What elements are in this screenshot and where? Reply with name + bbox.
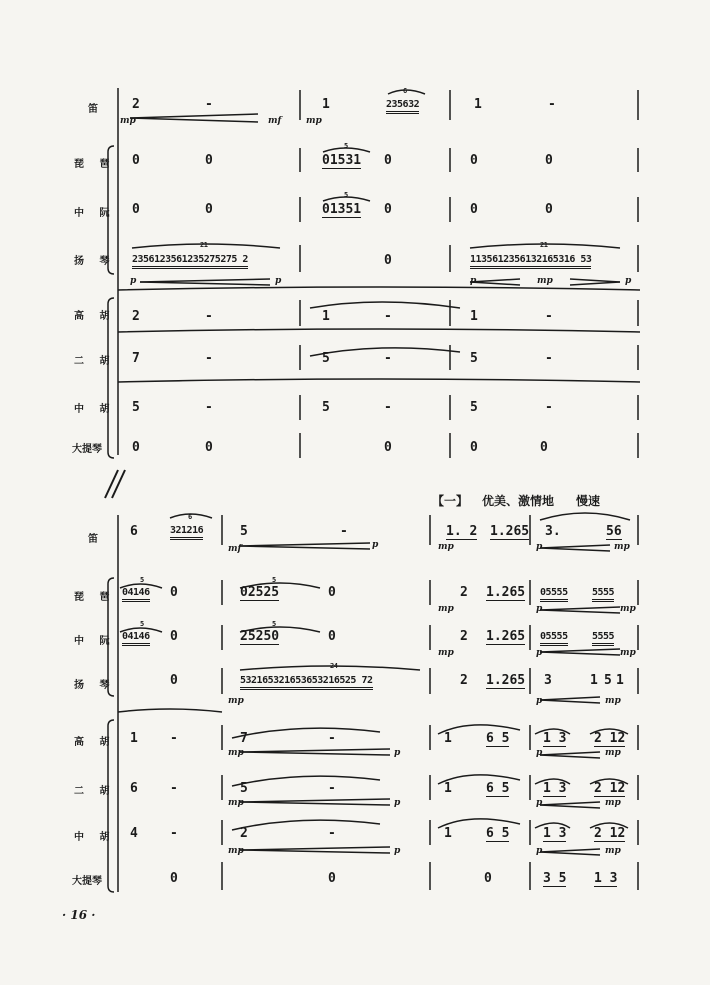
instrument-label-yangqin: 扬 琴: [74, 256, 116, 267]
rest-dash: -: [170, 781, 178, 796]
instrument-label-datiqin: 大提琴: [72, 444, 102, 455]
rest-dash: -: [545, 400, 553, 415]
instrument-label-datiqin: 大提琴: [72, 876, 102, 887]
dynamic-p: p: [536, 696, 543, 706]
note: 2: [460, 629, 468, 644]
rest: 0: [470, 202, 478, 217]
rest-dash: -: [548, 97, 556, 112]
dynamic-mp: mp: [120, 116, 136, 126]
dynamic-p: p: [536, 542, 543, 552]
dynamic-p: p: [536, 846, 543, 856]
rest-dash: -: [170, 826, 178, 841]
rest: 0: [384, 202, 392, 217]
note: 1: [444, 826, 452, 841]
note-group: 6 5: [486, 781, 510, 796]
dynamic-mp: mp: [605, 798, 621, 808]
tuplet-number: 5: [344, 191, 348, 199]
dynamic-mp: mp: [605, 748, 621, 758]
rest: 0: [545, 202, 553, 217]
instrument-label-gaohu: 高 胡: [74, 737, 116, 748]
rest-dash: -: [328, 781, 336, 796]
instrument-label-erhu: 二 胡: [74, 786, 116, 797]
dynamic-mp: mp: [605, 846, 621, 856]
rest: 0: [205, 153, 213, 168]
dynamic-p: p: [536, 648, 543, 658]
instrument-label-erhu: 二 胡: [74, 356, 116, 367]
note: 5: [322, 400, 330, 415]
rest: 0: [545, 153, 553, 168]
note-group: 56: [606, 524, 622, 539]
dynamic-p: p: [394, 846, 401, 856]
dynamic-p: p: [394, 798, 401, 808]
dynamic-mp: mp: [228, 846, 244, 856]
note-group: 1.265: [490, 524, 530, 539]
tuplet-number: 21: [200, 241, 208, 249]
instrument-label-gaohu: 高 胡: [74, 311, 116, 322]
section-marker: 【一】: [432, 494, 469, 508]
dynamic-p: p: [536, 748, 543, 758]
note-group: 1 3: [543, 731, 567, 746]
note: 1: [474, 97, 482, 112]
rest: 0: [540, 440, 548, 455]
rest: 0: [205, 202, 213, 217]
instrument-label-zhonghu: 中 胡: [74, 832, 116, 843]
rest: 0: [170, 629, 178, 644]
rest: 0: [328, 585, 336, 600]
rest: 0: [384, 253, 392, 268]
note: 5: [240, 524, 248, 539]
note-group: 2 12: [594, 826, 626, 841]
dynamic-p: p: [536, 604, 543, 614]
tuplet-number: 6: [188, 513, 192, 521]
note-group: 01351: [322, 202, 362, 217]
tuplet-number: 5: [344, 142, 348, 150]
note-group: 02525: [240, 585, 280, 600]
dynamic-p: p: [625, 276, 632, 286]
rest: 0: [384, 440, 392, 455]
instrument-label-di: 笛: [88, 104, 104, 115]
note: 6: [130, 524, 138, 539]
instrument-label-zhonghu: 中 胡: [74, 404, 116, 415]
tuplet-number: 5: [272, 620, 276, 628]
dynamic-p: p: [275, 276, 282, 286]
note-group: 5555: [592, 632, 614, 646]
rest-dash: -: [205, 351, 213, 366]
note: 2: [460, 585, 468, 600]
page-number: · 16 ·: [62, 908, 96, 922]
rest-dash: -: [384, 400, 392, 415]
note: 5: [470, 351, 478, 366]
note-group: 3 5: [543, 871, 567, 886]
note-group: 1 3: [543, 781, 567, 796]
dynamic-mp: mp: [537, 276, 553, 286]
rest: 0: [328, 629, 336, 644]
note-group: 532165321653653216525 72: [240, 676, 373, 690]
note: 2: [132, 97, 140, 112]
instrument-label-di: 笛: [88, 534, 104, 545]
instrument-label-zhongruan: 中 阮: [74, 208, 116, 219]
note: 5: [470, 400, 478, 415]
rest: 0: [384, 153, 392, 168]
dynamic-mp: mp: [605, 696, 621, 706]
note: 5: [132, 400, 140, 415]
note: 7: [132, 351, 140, 366]
tuplet-number: 5: [272, 576, 276, 584]
instrument-label-yangqin: 扬 琴: [74, 680, 116, 691]
dynamic-mp: mp: [228, 748, 244, 758]
note-group: 2356123561235275275 2: [132, 255, 248, 269]
expression-mark: 优美、激情地: [482, 494, 555, 508]
note-group: 01531: [322, 153, 362, 168]
rest: 0: [170, 871, 178, 886]
note: 3: [544, 673, 552, 688]
note-group: 6 5: [486, 826, 510, 841]
note: 2: [460, 673, 468, 688]
note: 1: [616, 673, 624, 688]
instrument-label-pipa: 琵 琶: [74, 159, 116, 170]
rest-dash: -: [328, 731, 336, 746]
rest-dash: -: [328, 826, 336, 841]
rest-dash: -: [340, 524, 348, 539]
note-group: 04146: [122, 632, 150, 646]
strings-bracket: [108, 298, 114, 458]
rest-dash: -: [545, 351, 553, 366]
note-group: 235632: [386, 100, 419, 114]
rest-dash: -: [205, 97, 213, 112]
dynamic-mp: mp: [438, 542, 454, 552]
dynamic-p: p: [536, 798, 543, 808]
tuplet-number: 5: [140, 576, 144, 584]
rest-dash: -: [545, 309, 553, 324]
note: 1: [444, 781, 452, 796]
note-group: 25250: [240, 629, 280, 644]
note: 1: [322, 309, 330, 324]
instrument-label-pipa: 琵 琶: [74, 592, 116, 603]
note: 1: [130, 731, 138, 746]
note-group: 1 3: [543, 826, 567, 841]
note: 6: [130, 781, 138, 796]
note: 1: [322, 97, 330, 112]
dynamic-p: p: [130, 276, 137, 286]
rest: 0: [132, 440, 140, 455]
dynamic-p: p: [372, 540, 379, 550]
note-group: 1. 2: [446, 524, 478, 539]
dynamic-mp: mp: [620, 648, 636, 658]
note-group: 321216: [170, 526, 203, 540]
tempo-mark: 慢速: [576, 494, 601, 508]
rest: 0: [470, 440, 478, 455]
note-group: 6 5: [486, 731, 510, 746]
rest: 0: [132, 202, 140, 217]
rest-dash: -: [205, 400, 213, 415]
note-group: 2 12: [594, 731, 626, 746]
rest-dash: -: [170, 731, 178, 746]
rest: 0: [132, 153, 140, 168]
dynamic-mp: mp: [614, 542, 630, 552]
note: 1: [444, 731, 452, 746]
note-group: 1.265: [486, 673, 526, 688]
note: 5: [322, 351, 330, 366]
note-group: 5555: [592, 588, 614, 602]
rest: 0: [170, 585, 178, 600]
note: 5: [240, 781, 248, 796]
note-group: 05555: [540, 632, 568, 646]
note: 2: [240, 826, 248, 841]
rest-dash: -: [384, 309, 392, 324]
rest: 0: [205, 440, 213, 455]
dynamic-mp: mp: [620, 604, 636, 614]
note: 3.: [545, 524, 561, 539]
dynamic-mp: mp: [306, 116, 322, 126]
tuplet-number: 6: [403, 87, 407, 95]
tuplet-number: 5: [140, 620, 144, 628]
dynamic-mp: mp: [438, 648, 454, 658]
instrument-label-zhongruan: 中 阮: [74, 636, 116, 647]
tuplet-number: 24: [330, 662, 338, 670]
note: 5: [604, 673, 612, 688]
note-group: 1.265: [486, 629, 526, 644]
dynamic-mp: mp: [228, 696, 244, 706]
dynamic-p: p: [470, 276, 477, 286]
rest-dash: -: [205, 309, 213, 324]
dynamic-mf: mf: [268, 116, 282, 126]
rest: 0: [328, 871, 336, 886]
note-group: 04146: [122, 588, 150, 602]
note: 2: [132, 309, 140, 324]
note-group: 1.265: [486, 585, 526, 600]
dynamic-mp: mp: [438, 604, 454, 614]
rest: 0: [470, 153, 478, 168]
note: 1: [590, 673, 598, 688]
dynamic-p: p: [394, 748, 401, 758]
note: 4: [130, 826, 138, 841]
rest: 0: [484, 871, 492, 886]
note: 1: [470, 309, 478, 324]
note-group: 1135612356132165316 53: [470, 255, 591, 269]
note-group: 05555: [540, 588, 568, 602]
rest: 0: [170, 673, 178, 688]
note-group: 2 12: [594, 781, 626, 796]
rest-dash: -: [384, 351, 392, 366]
dynamic-mf: mf: [228, 544, 242, 554]
tuplet-number: 21: [540, 241, 548, 249]
dynamic-mp: mp: [228, 798, 244, 808]
note-group: 1 3: [594, 871, 618, 886]
note: 7: [240, 731, 248, 746]
